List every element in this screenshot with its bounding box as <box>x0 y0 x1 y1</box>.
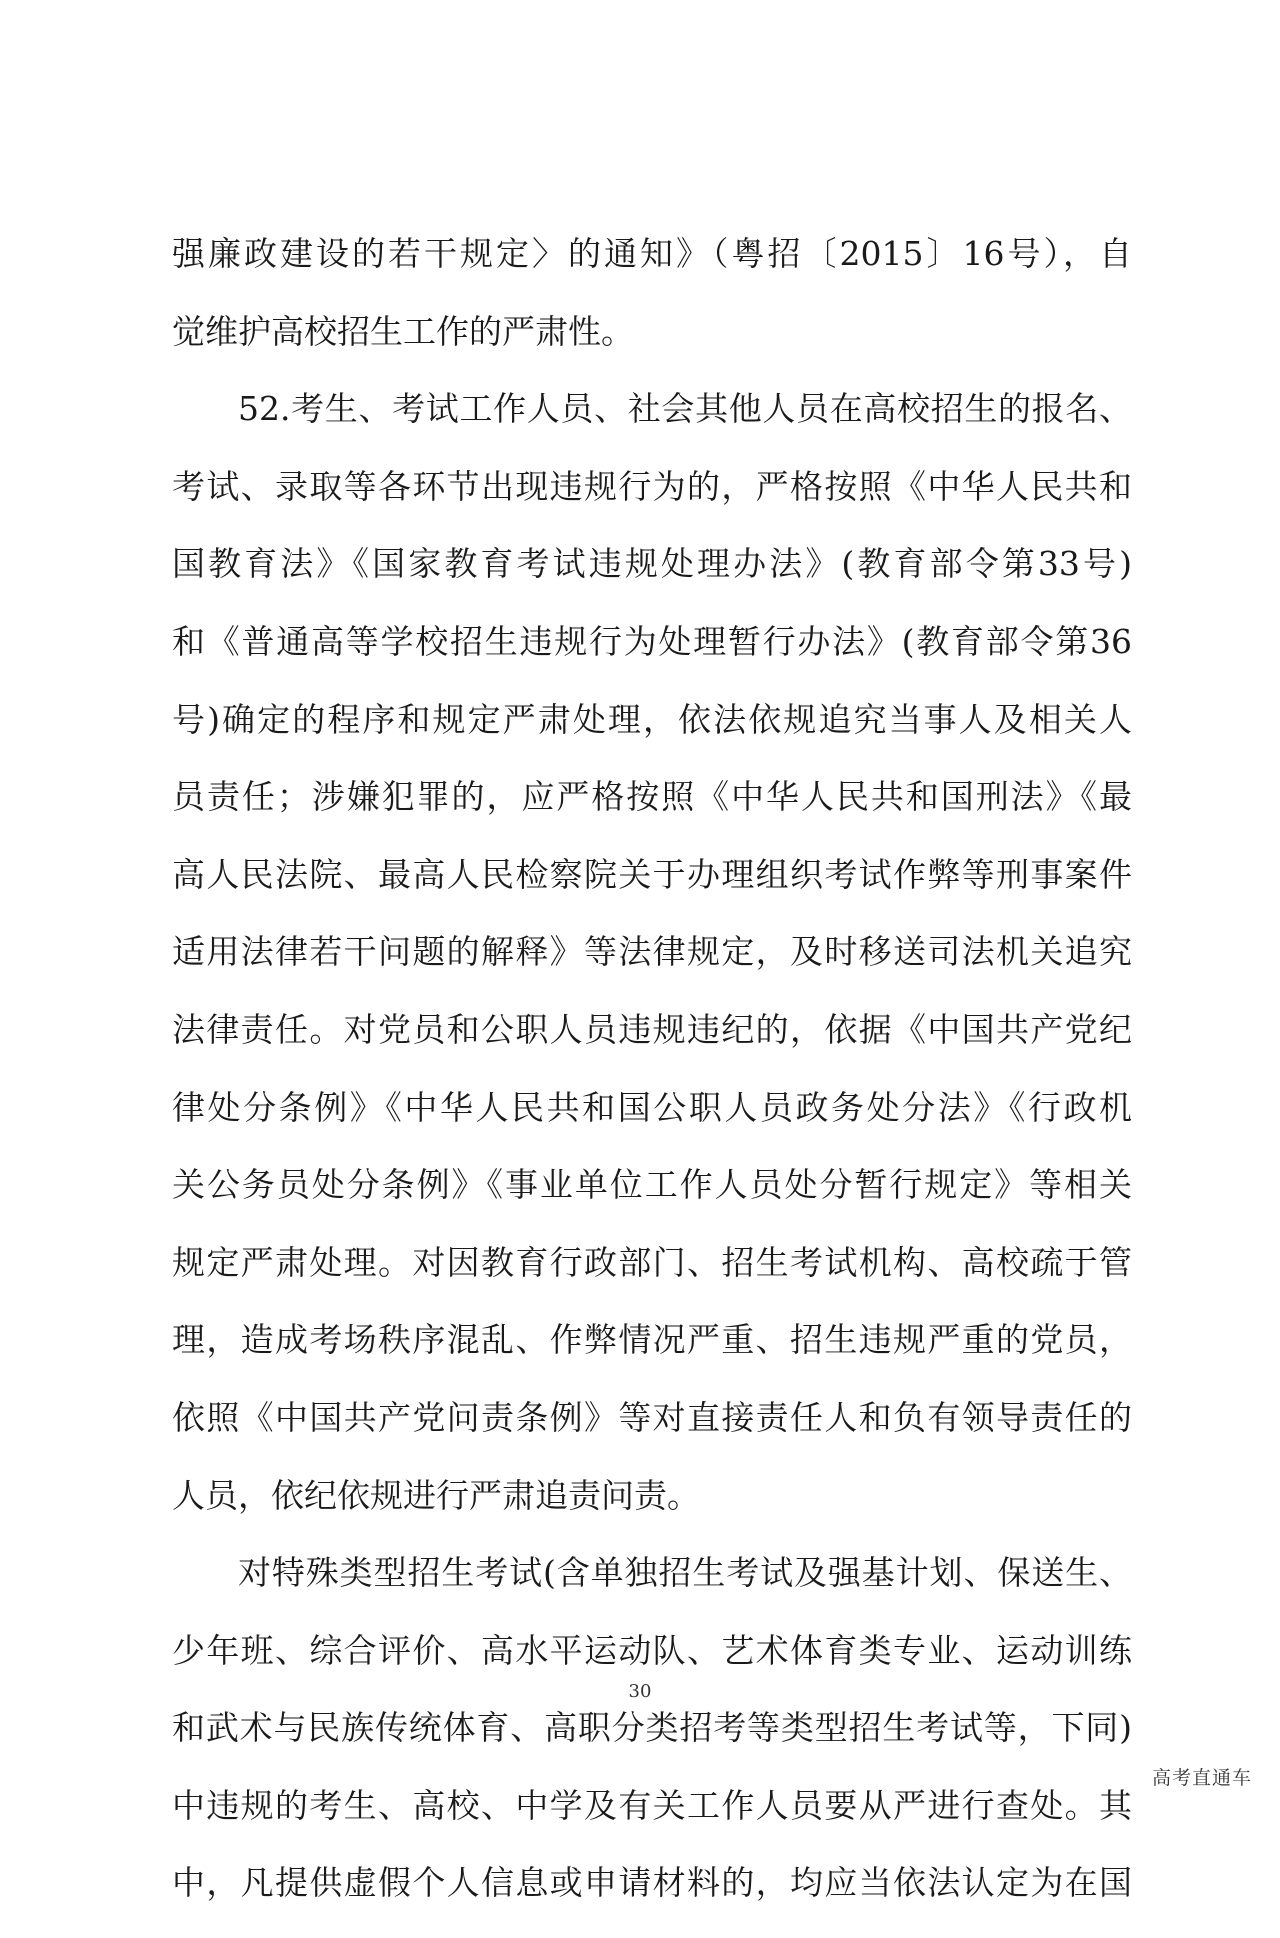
text-line: 员责任；涉嫌犯罪的，应严格按照《中华人民共和国刑法》《最 <box>172 777 1132 817</box>
watermark-text: 高考直通车 <box>1151 1767 1252 1789</box>
text-line: 法律责任。对党员和公职人员违规违纪的，依据《中国共产党纪 <box>172 1009 1132 1049</box>
text-line: 依照《中国共产党问责条例》等对直接责任人和负有领导责任的 <box>172 1397 1132 1437</box>
text-line: 少年班、综合评价、高水平运动队、艺术体育类专业、运动训练 <box>172 1630 1132 1670</box>
text-line: 国教育法》《国家教育考试违规处理办法》(教育部令第33号) <box>172 544 1132 584</box>
text-line: 强廉政建设的若干规定〉的通知》（粤招〔2015〕16号），自 <box>172 234 1132 273</box>
text-line: 中违规的考生、高校、中学及有关工作人员要从严进行查处。其 <box>172 1785 1132 1825</box>
text-line: 和武术与民族传统体育、高职分类招考等类型招生考试等，下同) <box>172 1708 1132 1748</box>
text-line: 理，造成考场秩序混乱、作弊情况严重、招生违规严重的党员， <box>172 1320 1132 1360</box>
page-number: 30 <box>628 1681 652 1702</box>
text-line: 高人民法院、最高人民检察院关于办理组织考试作弊等刑事案件 <box>172 854 1132 894</box>
text-line: 觉维护高校招生工作的严肃性。 <box>172 311 634 351</box>
text-line: 52.考生、考试工作人员、社会其他人员在高校招生的报名、 <box>238 389 1132 429</box>
text-line: 对特殊类型招生考试(含单独招生考试及强基计划、保送生、 <box>238 1553 1132 1593</box>
text-line: 人员，依纪依规进行严肃追责问责。 <box>172 1475 700 1515</box>
text-line: 考试、录取等各环节出现违规行为的，严格按照《中华人民共和 <box>172 466 1132 506</box>
text-line: 关公务员处分条例》《事业单位工作人员处分暂行规定》等相关 <box>172 1165 1132 1205</box>
text-line: 适用法律若干问题的解释》等法律规定，及时移送司法机关追究 <box>172 932 1132 972</box>
text-line: 和《普通高等学校招生违规行为处理暂行办法》(教育部令第36 <box>172 621 1132 661</box>
text-line: 中，凡提供虚假个人信息或申请材料的，均应当依法认定为在国 <box>172 1863 1132 1903</box>
text-line: 律处分条例》《中华人民共和国公职人员政务处分法》《行政机 <box>172 1087 1132 1127</box>
text-line: 规定严肃处理。对因教育行政部门、招生考试机构、高校疏于管 <box>172 1242 1132 1282</box>
text-line: 号)确定的程序和规定严肃处理，依法依规追究当事人及相关人 <box>172 699 1132 739</box>
